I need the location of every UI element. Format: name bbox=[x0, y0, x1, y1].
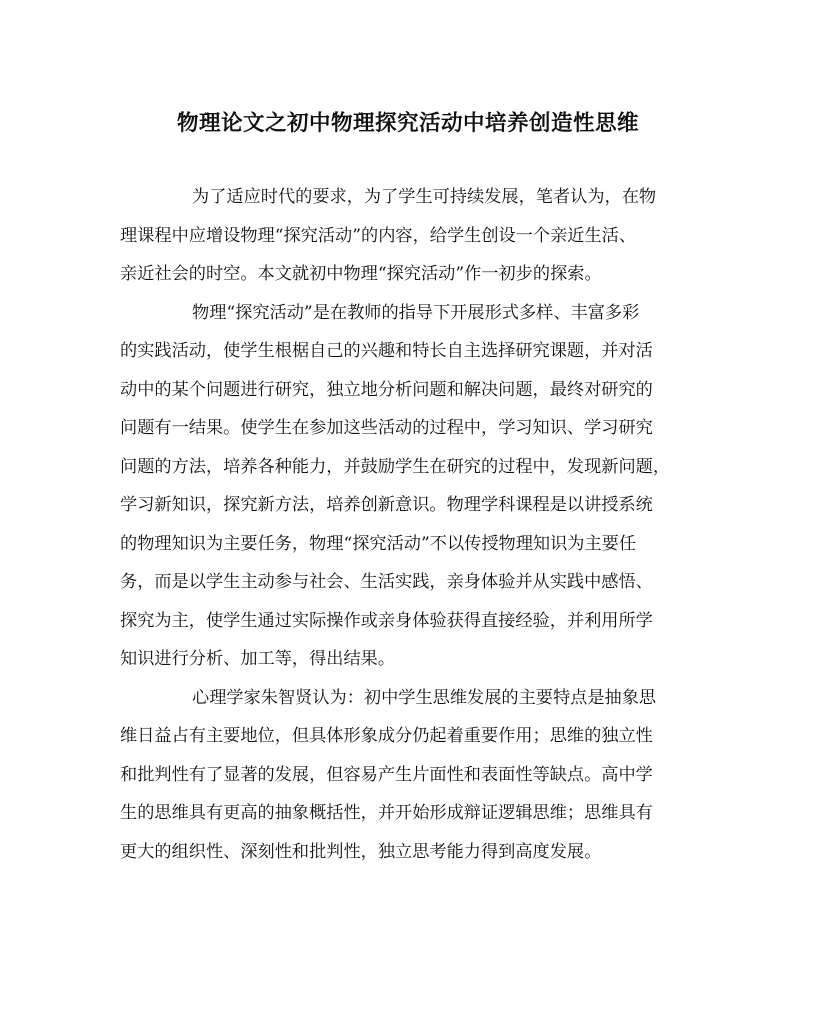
paragraph-2-line-1: 物理“探究活动”是在教师的指导下开展形式多样、丰富多彩 bbox=[192, 302, 640, 323]
document-body bbox=[120, 178, 696, 871]
paragraph-3-line-4: 生的思维具有更高的抽象概括性，并开始形成辩证逻辑思维；思维具有 bbox=[120, 803, 653, 823]
paragraph-2-line-3: 动中的某个问题进行研究，独立地分析问题和解决问题，最终对研究的 bbox=[120, 379, 653, 400]
paragraph-1-line-3: 亲近社会的时空。本文就初中物理“探究活动”作一初步的探索。 bbox=[120, 264, 602, 284]
paragraph-2-line-5: 问题的方法，培养各种能力，并鼓励学生在研究的过程中，发现新问题， bbox=[120, 456, 671, 477]
paragraph-3-line-3: 和批判性有了显著的发展，但容易产生片面性和表面性等缺点。高中学 bbox=[120, 764, 653, 785]
paragraph-2-line-2: 的实践活动，使学生根椐自己的兴趣和特长自主选择研究课题，并对活 bbox=[120, 341, 653, 361]
paragraph-3-line-5: 更大的组织性、深刻性和批判性，独立思考能力得到高度发展。 bbox=[120, 841, 602, 862]
paragraph-1-line-1: 为了适应时代的要求，为了学生可持续发展，笔者认为，在物 bbox=[192, 187, 657, 207]
paragraph-2-line-7: 的物理知识为主要任务，物理“探究活动”不以传授物理知识为主要任 bbox=[120, 533, 637, 554]
document-title: 物理论文之初中物理探究活动中培养创造性思维 bbox=[176, 111, 639, 136]
paragraph-2-line-9: 探究为主，使学生通过实际操作或亲身体验获得直接经验，并利用所学 bbox=[120, 610, 653, 631]
paragraph-3-line-2: 维日益占有主要地位，但具体形象成分仍起着重要作用；思维的独立性 bbox=[120, 726, 653, 746]
paragraph-2-line-8: 务，而是以学生主动参与社会、生活实践，亲身体验并从实践中感悟、 bbox=[120, 572, 653, 592]
paragraph-2-line-6: 学习新知识，探究新方法，培养创新意识。物理学科课程是以讲授系统 bbox=[120, 495, 653, 515]
paragraph-2-line-10: 知识进行分析、加工等，得出结果。 bbox=[120, 649, 396, 669]
paragraph-2-line-4: 问题有一结果。使学生在参加这些活动的过程中，学习知识、学习研究 bbox=[120, 418, 653, 438]
paragraph-3-line-1: 心理学家朱智贤认为：初中学生思维发展的主要特点是抽象思 bbox=[192, 687, 657, 708]
paragraph-1-line-2: 理课程中应增设物理“探究活动”的内容，给学生创设一个亲近生活、 bbox=[120, 225, 637, 246]
